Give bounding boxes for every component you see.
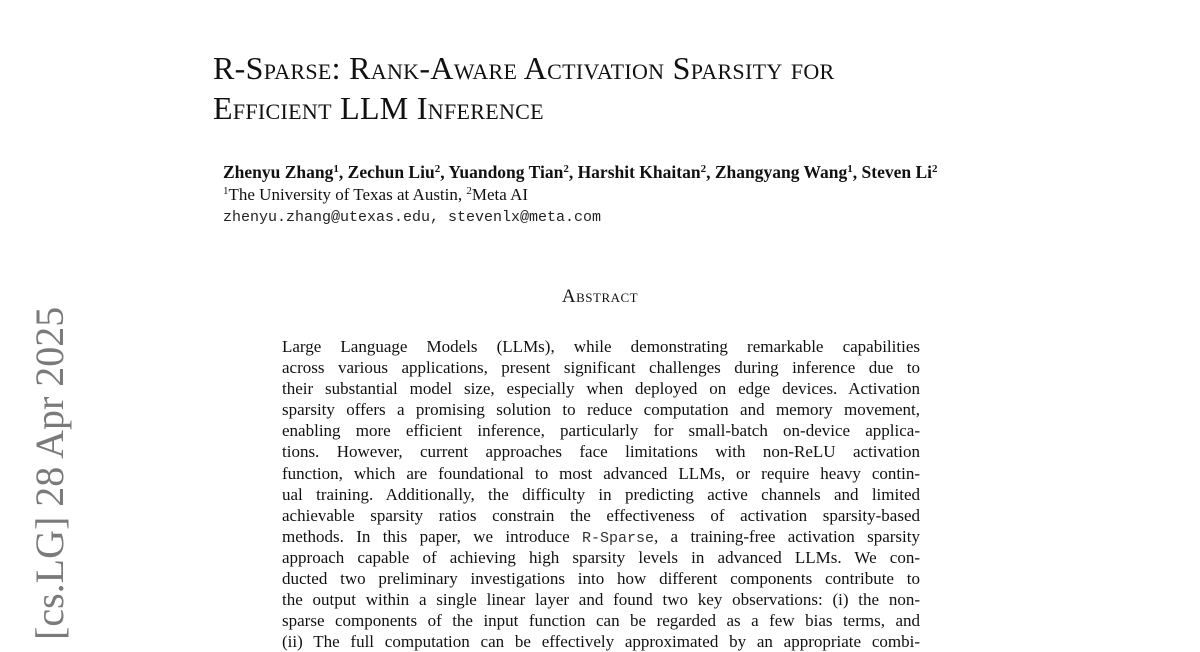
author-name: Harshit Khaitan bbox=[577, 162, 701, 182]
title-line-1: R-Sparse: Rank-Aware Activation Sparsity for bbox=[213, 50, 835, 86]
affiliation-name: The University of Texas at Austin bbox=[228, 185, 458, 204]
abstract-heading: Abstract bbox=[561, 286, 639, 307]
author-affiliation-mark: 2 bbox=[700, 163, 707, 175]
author-affiliation-mark: 2 bbox=[434, 163, 441, 175]
abstract-line: Large Language Models (LLMs), while demonstrating remarkable capabilities bbox=[282, 337, 920, 356]
author-name: Zhangyang Wang bbox=[714, 162, 848, 182]
abstract-line: ual training. Additionally, the difficulty in predicting active channels and limited bbox=[282, 484, 920, 504]
method-name: R-Sparse bbox=[581, 529, 654, 547]
abstract-line: enabling more efficient inference, particularly for small-batch on-device applica- bbox=[282, 421, 920, 441]
abstract-line: tions. However, current approaches face limitations with non-ReLU activation bbox=[282, 442, 920, 462]
author-name: Zechun Liu bbox=[347, 162, 435, 182]
affiliations: $^1$The University of Texas at Austin, $^2$Meta AI bbox=[223, 185, 529, 204]
abstract-text: , a training-free activation sparsity bbox=[653, 526, 920, 546]
abstract-line: sparsity offers a promising solution to reduce computation and memory movement, bbox=[282, 400, 920, 420]
affiliation-mark: 1 bbox=[223, 185, 229, 197]
abstract-line: achievable sparsity ratios constrain the effectiveness of activation sparsity-based bbox=[282, 505, 920, 525]
abstract-line: ducted two preliminary investigations into how different components contribute to bbox=[282, 569, 920, 589]
author-name: Steven Li bbox=[861, 162, 933, 182]
abstract-line: the output within a single linear layer and found two key observations: (i) the non- bbox=[282, 590, 920, 610]
abstract-line: (ii) The full computation can be effectively approximated by an appropriate combi- bbox=[282, 632, 920, 652]
author-affiliation-mark: 1 bbox=[333, 163, 339, 175]
abstract-line: across various applications, present significant challenges during inference due to bbox=[282, 358, 920, 378]
abstract-body bbox=[282, 336, 920, 652]
arxiv-stamp: [cs.LG] 28 Apr 2025 bbox=[27, 306, 72, 640]
abstract-line: approach capable of achieving high sparsity levels in advanced LLMs. We con- bbox=[282, 547, 920, 567]
author-name: Yuandong Tian bbox=[448, 162, 564, 182]
affiliation-name: Meta AI bbox=[471, 185, 529, 204]
author-name: Zhenyu Zhang bbox=[223, 162, 334, 182]
abstract-line bbox=[282, 526, 920, 547]
author-list: Zhenyu Zhang$^1$, Zechun Liu$^2$, Yuandong Tian$^2$, Harshit Khaitan$^2$, Zhangyang Wang$^1$, Steven Li$^2$ bbox=[223, 162, 938, 182]
abstract-line: function, which are foundational to most advanced LLMs, or require heavy contin- bbox=[282, 463, 920, 483]
abstract-text: methods. In this paper, we introduce bbox=[282, 526, 582, 546]
paper-title bbox=[213, 48, 1113, 128]
affiliation-mark: 2 bbox=[466, 185, 472, 197]
author-emails: zhenyu.zhang@utexas.edu, stevenlx@meta.com bbox=[223, 209, 602, 226]
author-affiliation-mark: 2 bbox=[563, 163, 569, 175]
title-line-2: Efficient LLM Inference bbox=[213, 90, 544, 126]
abstract-line: sparse components of the input function can be regarded as a few bias terms, and bbox=[282, 611, 920, 631]
author-affiliation-mark: 2 bbox=[932, 163, 938, 175]
abstract-line: their substantial model size, especially when deployed on edge devices. Activation bbox=[282, 379, 920, 399]
author-affiliation-mark: 1 bbox=[847, 163, 853, 175]
